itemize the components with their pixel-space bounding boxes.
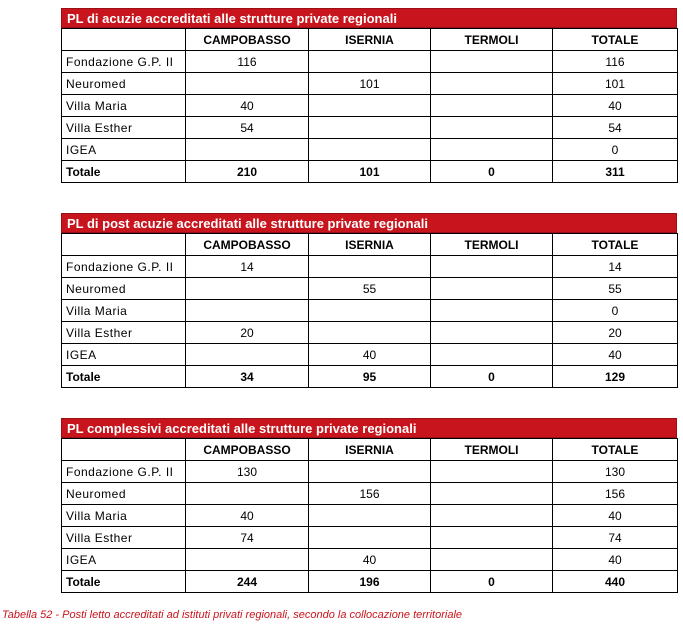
row-label: IGEA xyxy=(62,139,186,161)
table-row xyxy=(62,95,678,117)
table-row xyxy=(62,461,678,483)
table-row xyxy=(62,139,678,161)
total-value: 101 xyxy=(309,161,431,183)
cell-value xyxy=(431,51,553,73)
row-label: Fondazione G.P. II xyxy=(62,51,186,73)
table-row xyxy=(62,278,678,300)
column-header: TOTALE xyxy=(553,29,678,51)
column-header: CAMPOBASSO xyxy=(186,439,309,461)
data-table xyxy=(61,28,678,183)
cell-value xyxy=(431,256,553,278)
cell-value xyxy=(186,549,309,571)
cell-value xyxy=(186,139,309,161)
cell-value xyxy=(186,73,309,95)
total-label: Totale xyxy=(62,366,186,388)
cell-value: 14 xyxy=(186,256,309,278)
column-header xyxy=(62,29,186,51)
cell-value xyxy=(431,322,553,344)
total-value: 196 xyxy=(309,571,431,593)
table-row xyxy=(62,51,678,73)
total-value: 210 xyxy=(186,161,309,183)
column-header: TERMOLI xyxy=(431,29,553,51)
cell-value xyxy=(309,256,431,278)
table-block-post-acuzie xyxy=(61,213,677,388)
table-row xyxy=(62,256,678,278)
header-row xyxy=(62,234,678,256)
row-label: Villa Esther xyxy=(62,527,186,549)
total-value: 440 xyxy=(553,571,678,593)
total-row xyxy=(62,571,678,593)
cell-value: 0 xyxy=(553,139,678,161)
row-label: Villa Esther xyxy=(62,117,186,139)
table-row xyxy=(62,527,678,549)
cell-value: 40 xyxy=(553,344,678,366)
data-table xyxy=(61,438,678,593)
table-title: PL complessivi accreditati alle strutture private regionali xyxy=(61,418,677,438)
cell-value xyxy=(431,505,553,527)
total-value: 129 xyxy=(553,366,678,388)
total-label: Totale xyxy=(62,161,186,183)
table-row xyxy=(62,300,678,322)
cell-value xyxy=(186,278,309,300)
row-label: Neuromed xyxy=(62,483,186,505)
table-row xyxy=(62,483,678,505)
total-row xyxy=(62,366,678,388)
table-block-acuzie xyxy=(61,8,677,183)
column-header: CAMPOBASSO xyxy=(186,29,309,51)
row-label: IGEA xyxy=(62,344,186,366)
cell-value xyxy=(431,95,553,117)
cell-value xyxy=(309,51,431,73)
total-value: 0 xyxy=(431,366,553,388)
total-row xyxy=(62,161,678,183)
row-label: Villa Maria xyxy=(62,300,186,322)
total-value: 244 xyxy=(186,571,309,593)
cell-value: 40 xyxy=(553,95,678,117)
cell-value xyxy=(309,527,431,549)
cell-value: 54 xyxy=(186,117,309,139)
cell-value: 20 xyxy=(186,322,309,344)
column-header xyxy=(62,439,186,461)
column-header: TOTALE xyxy=(553,234,678,256)
column-header: ISERNIA xyxy=(309,439,431,461)
cell-value xyxy=(309,505,431,527)
column-header: ISERNIA xyxy=(309,234,431,256)
table-caption: Tabella 52 - Posti letto accreditati ad istituti privati regionali, secondo la collocazione territoriale xyxy=(2,609,463,621)
table-row xyxy=(62,549,678,571)
cell-value xyxy=(309,117,431,139)
cell-value xyxy=(431,549,553,571)
data-table xyxy=(61,233,678,388)
cell-value: 55 xyxy=(309,278,431,300)
cell-value: 20 xyxy=(553,322,678,344)
table-row xyxy=(62,117,678,139)
cell-value xyxy=(309,95,431,117)
column-header: CAMPOBASSO xyxy=(186,234,309,256)
cell-value: 156 xyxy=(309,483,431,505)
table-row xyxy=(62,73,678,95)
cell-value: 130 xyxy=(186,461,309,483)
table-title: PL di post acuzie accreditati alle strutture private regionali xyxy=(61,213,677,233)
table-row xyxy=(62,322,678,344)
cell-value xyxy=(431,117,553,139)
row-label: Neuromed xyxy=(62,278,186,300)
table-block-complessivi xyxy=(61,418,677,593)
cell-value: 40 xyxy=(553,505,678,527)
cell-value xyxy=(431,483,553,505)
cell-value xyxy=(186,483,309,505)
cell-value xyxy=(431,344,553,366)
cell-value: 101 xyxy=(553,73,678,95)
cell-value: 156 xyxy=(553,483,678,505)
cell-value: 54 xyxy=(553,117,678,139)
total-value: 0 xyxy=(431,161,553,183)
cell-value xyxy=(431,461,553,483)
cell-value xyxy=(431,278,553,300)
cell-value: 116 xyxy=(186,51,309,73)
cell-value: 40 xyxy=(309,549,431,571)
cell-value xyxy=(431,139,553,161)
cell-value: 130 xyxy=(553,461,678,483)
cell-value: 40 xyxy=(186,505,309,527)
column-header: TOTALE xyxy=(553,439,678,461)
cell-value: 40 xyxy=(186,95,309,117)
column-header: TERMOLI xyxy=(431,234,553,256)
cell-value: 101 xyxy=(309,73,431,95)
column-header xyxy=(62,234,186,256)
row-label: Villa Maria xyxy=(62,505,186,527)
cell-value xyxy=(309,139,431,161)
cell-value xyxy=(309,461,431,483)
column-header: ISERNIA xyxy=(309,29,431,51)
cell-value xyxy=(431,527,553,549)
cell-value: 40 xyxy=(553,549,678,571)
cell-value: 0 xyxy=(553,300,678,322)
total-label: Totale xyxy=(62,571,186,593)
cell-value xyxy=(431,300,553,322)
row-label: Villa Maria xyxy=(62,95,186,117)
cell-value xyxy=(431,73,553,95)
total-value: 0 xyxy=(431,571,553,593)
total-value: 34 xyxy=(186,366,309,388)
cell-value: 55 xyxy=(553,278,678,300)
total-value: 311 xyxy=(553,161,678,183)
header-row xyxy=(62,29,678,51)
cell-value xyxy=(309,322,431,344)
cell-value xyxy=(186,344,309,366)
row-label: IGEA xyxy=(62,549,186,571)
cell-value xyxy=(309,300,431,322)
header-row xyxy=(62,439,678,461)
table-row xyxy=(62,505,678,527)
cell-value: 74 xyxy=(553,527,678,549)
cell-value: 40 xyxy=(309,344,431,366)
row-label: Neuromed xyxy=(62,73,186,95)
row-label: Fondazione G.P. II xyxy=(62,461,186,483)
cell-value: 74 xyxy=(186,527,309,549)
table-title: PL di acuzie accreditati alle strutture private regionali xyxy=(61,8,677,28)
column-header: TERMOLI xyxy=(431,439,553,461)
cell-value: 14 xyxy=(553,256,678,278)
row-label: Villa Esther xyxy=(62,322,186,344)
total-value: 95 xyxy=(309,366,431,388)
row-label: Fondazione G.P. II xyxy=(62,256,186,278)
table-row xyxy=(62,344,678,366)
cell-value: 116 xyxy=(553,51,678,73)
cell-value xyxy=(186,300,309,322)
